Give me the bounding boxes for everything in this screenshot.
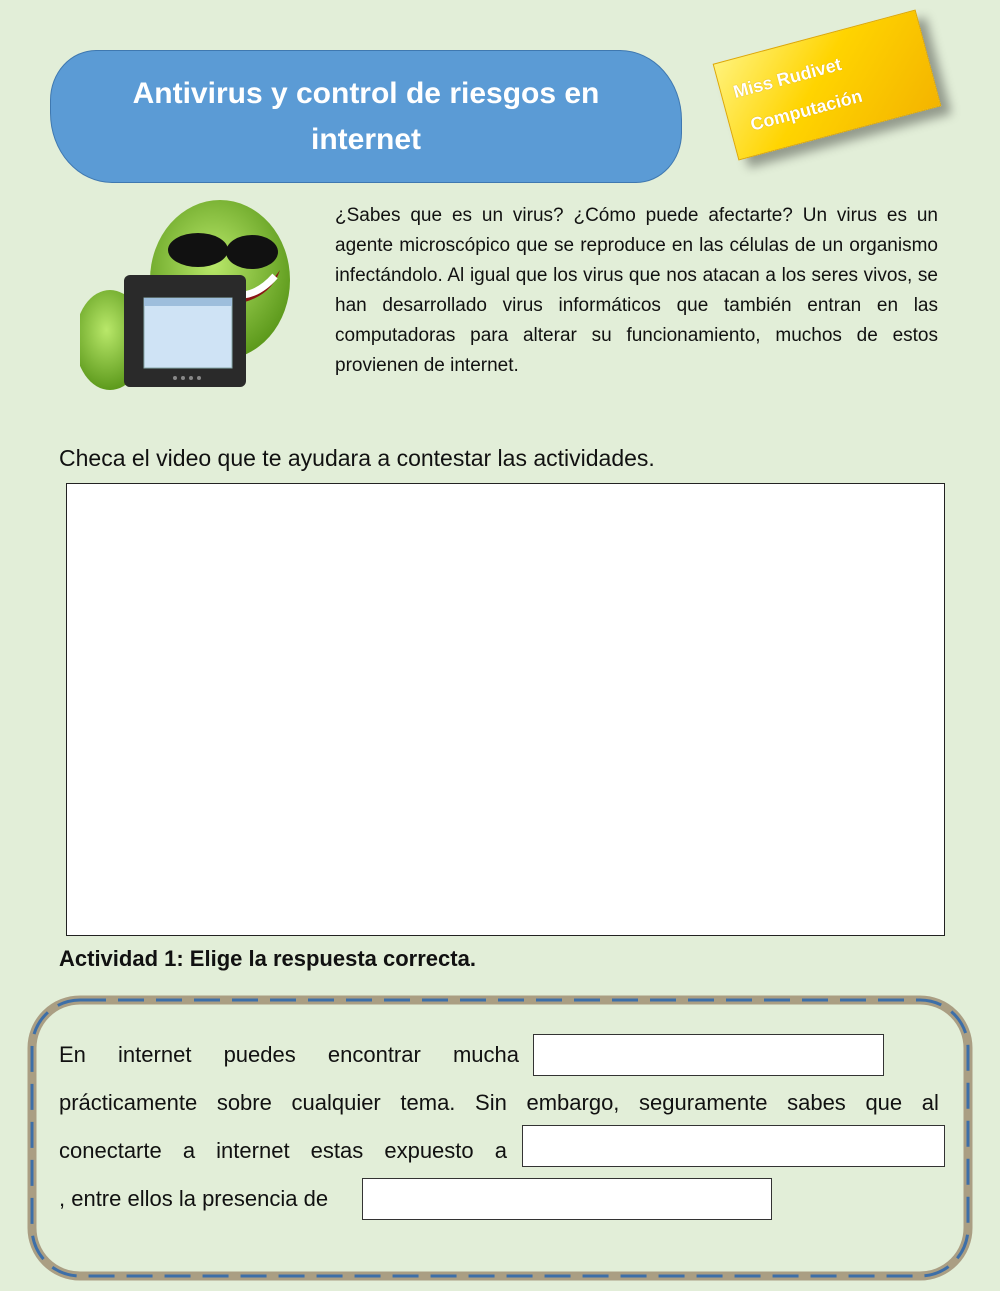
word: internet xyxy=(118,1042,192,1067)
word: puedes xyxy=(223,1042,296,1067)
sentence-line-2 xyxy=(59,1088,939,1118)
word: Sin xyxy=(475,1090,507,1115)
author-badge xyxy=(713,10,942,161)
word: seguramente xyxy=(639,1090,768,1115)
badge-subject: Computación xyxy=(748,85,865,135)
word: estas xyxy=(310,1138,364,1163)
word: que xyxy=(865,1090,903,1115)
badge-author: Miss Rudivet xyxy=(731,53,844,103)
word: expuesto xyxy=(384,1138,474,1163)
page-title: Antivirus y control de riesgos en internet xyxy=(132,76,600,156)
sentence-line-4 xyxy=(59,1184,328,1214)
word: sobre xyxy=(216,1090,272,1115)
word: a xyxy=(494,1138,507,1163)
word: tema. xyxy=(400,1090,456,1115)
word: conectarte xyxy=(59,1138,162,1163)
virus-mascot-image xyxy=(80,200,295,395)
title-banner xyxy=(50,50,682,183)
sentence-line-3 xyxy=(59,1136,507,1166)
word: encontrar xyxy=(327,1042,421,1067)
answer-blank-1[interactable] xyxy=(533,1034,884,1076)
sentence-line-4-text: , entre ellos la presencia de xyxy=(59,1186,329,1211)
word: a xyxy=(182,1138,196,1163)
video-prompt: Checa el video que te ayudara a contestar las actividades. xyxy=(59,445,655,471)
answer-blank-3[interactable] xyxy=(362,1178,772,1220)
word: sabes xyxy=(787,1090,846,1115)
sentence-line-1 xyxy=(59,1040,519,1070)
word: mucha xyxy=(452,1042,519,1067)
word: En xyxy=(59,1042,86,1067)
word: prácticamente xyxy=(59,1090,198,1115)
word: internet xyxy=(216,1138,290,1163)
intro-paragraph: ¿Sabes que es un virus? ¿Cómo puede afectarte? Un virus es un agente microscópico que se reproduce en las células de un organismo infectándolo. Al igual que los virus que nos atacan a los seres vivos, se han desarrollado virus informáticos que también entran en las computadoras para alterar su funcionamiento, muchos de estos provienen de internet. xyxy=(335,205,938,376)
word: embargo, xyxy=(526,1090,620,1115)
word: al xyxy=(921,1090,939,1115)
activity-heading: Actividad 1: Elige la respuesta correcta. xyxy=(59,946,476,971)
word: cualquier xyxy=(291,1090,381,1115)
answer-blank-2[interactable] xyxy=(522,1125,945,1167)
video-embed[interactable] xyxy=(66,483,945,936)
